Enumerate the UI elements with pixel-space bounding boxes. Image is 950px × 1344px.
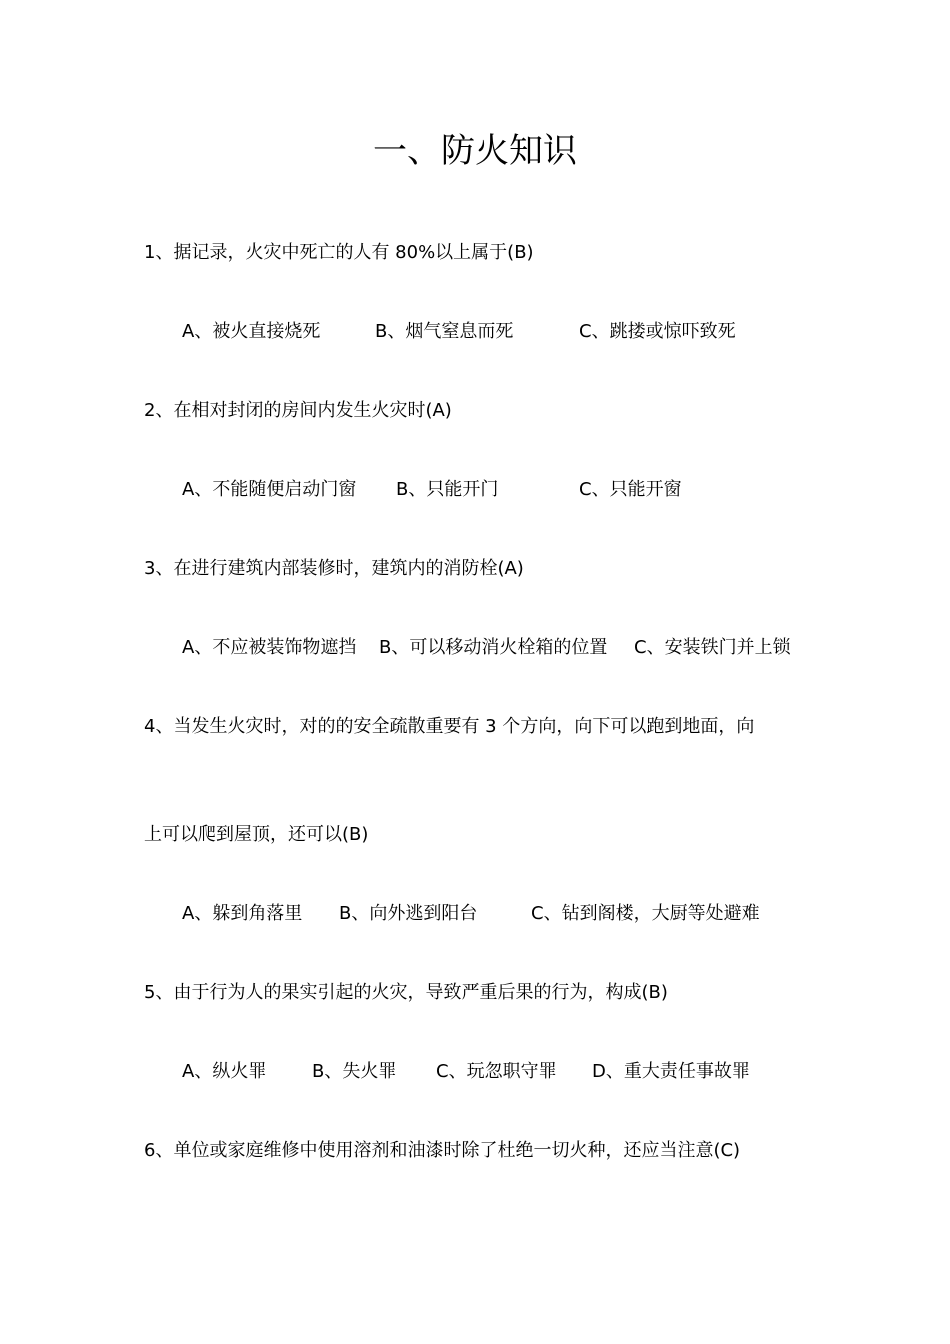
question-1: 1、据记录，火灾中死亡的人有 80%以上属于(B) bbox=[144, 242, 534, 263]
question-1-option-b: B、烟气窒息而死 bbox=[375, 321, 514, 342]
question-3-option-a: A、不应被装饰物遮挡 bbox=[182, 637, 357, 658]
question-2-option-c: C、只能开窗 bbox=[579, 479, 682, 500]
question-4-option-a: A、躲到角落里 bbox=[182, 903, 303, 924]
question-3: 3、在进行建筑内部装修时，建筑内的消防栓(A) bbox=[144, 558, 524, 579]
question-5-option-d: D、重大责任事故罪 bbox=[592, 1061, 750, 1082]
question-5: 5、由于行为人的果实引起的火灾，导致严重后果的行为，构成(B) bbox=[144, 982, 668, 1003]
question-2: 2、在相对封闭的房间内发生火灾时(A) bbox=[144, 400, 452, 421]
question-2-option-a: A、不能随便启动门窗 bbox=[182, 479, 357, 500]
question-5-option-a: A、纵火罪 bbox=[182, 1061, 267, 1082]
question-6: 6、单位或家庭维修中使用溶剂和油漆时除了杜绝一切火种，还应当注意(C) bbox=[144, 1140, 741, 1161]
question-4-option-c: C、钻到阁楼，大厨等处避难 bbox=[531, 903, 760, 924]
question-5-option-b: B、失火罪 bbox=[312, 1061, 397, 1082]
question-4-option-b: B、向外逃到阳台 bbox=[339, 903, 478, 924]
question-5-option-c: C、玩忽职守罪 bbox=[436, 1061, 557, 1082]
question-3-option-c: C、安装铁门并上锁 bbox=[634, 637, 791, 658]
question-2-option-b: B、只能开门 bbox=[396, 479, 499, 500]
question-4-continuation: 上可以爬到屋顶，还可以(B) bbox=[144, 824, 369, 845]
question-4: 4、当发生火灾时，对的的安全疏散重要有 3 个方向，向下可以跑到地面，向 bbox=[144, 716, 755, 737]
question-1-option-c: C、跳搂或惊吓致死 bbox=[579, 321, 736, 342]
question-1-option-a: A、被火直接烧死 bbox=[182, 321, 321, 342]
page-title: 一、防火知识 bbox=[373, 131, 577, 171]
question-3-option-b: B、可以移动消火栓箱的位置 bbox=[379, 637, 608, 658]
